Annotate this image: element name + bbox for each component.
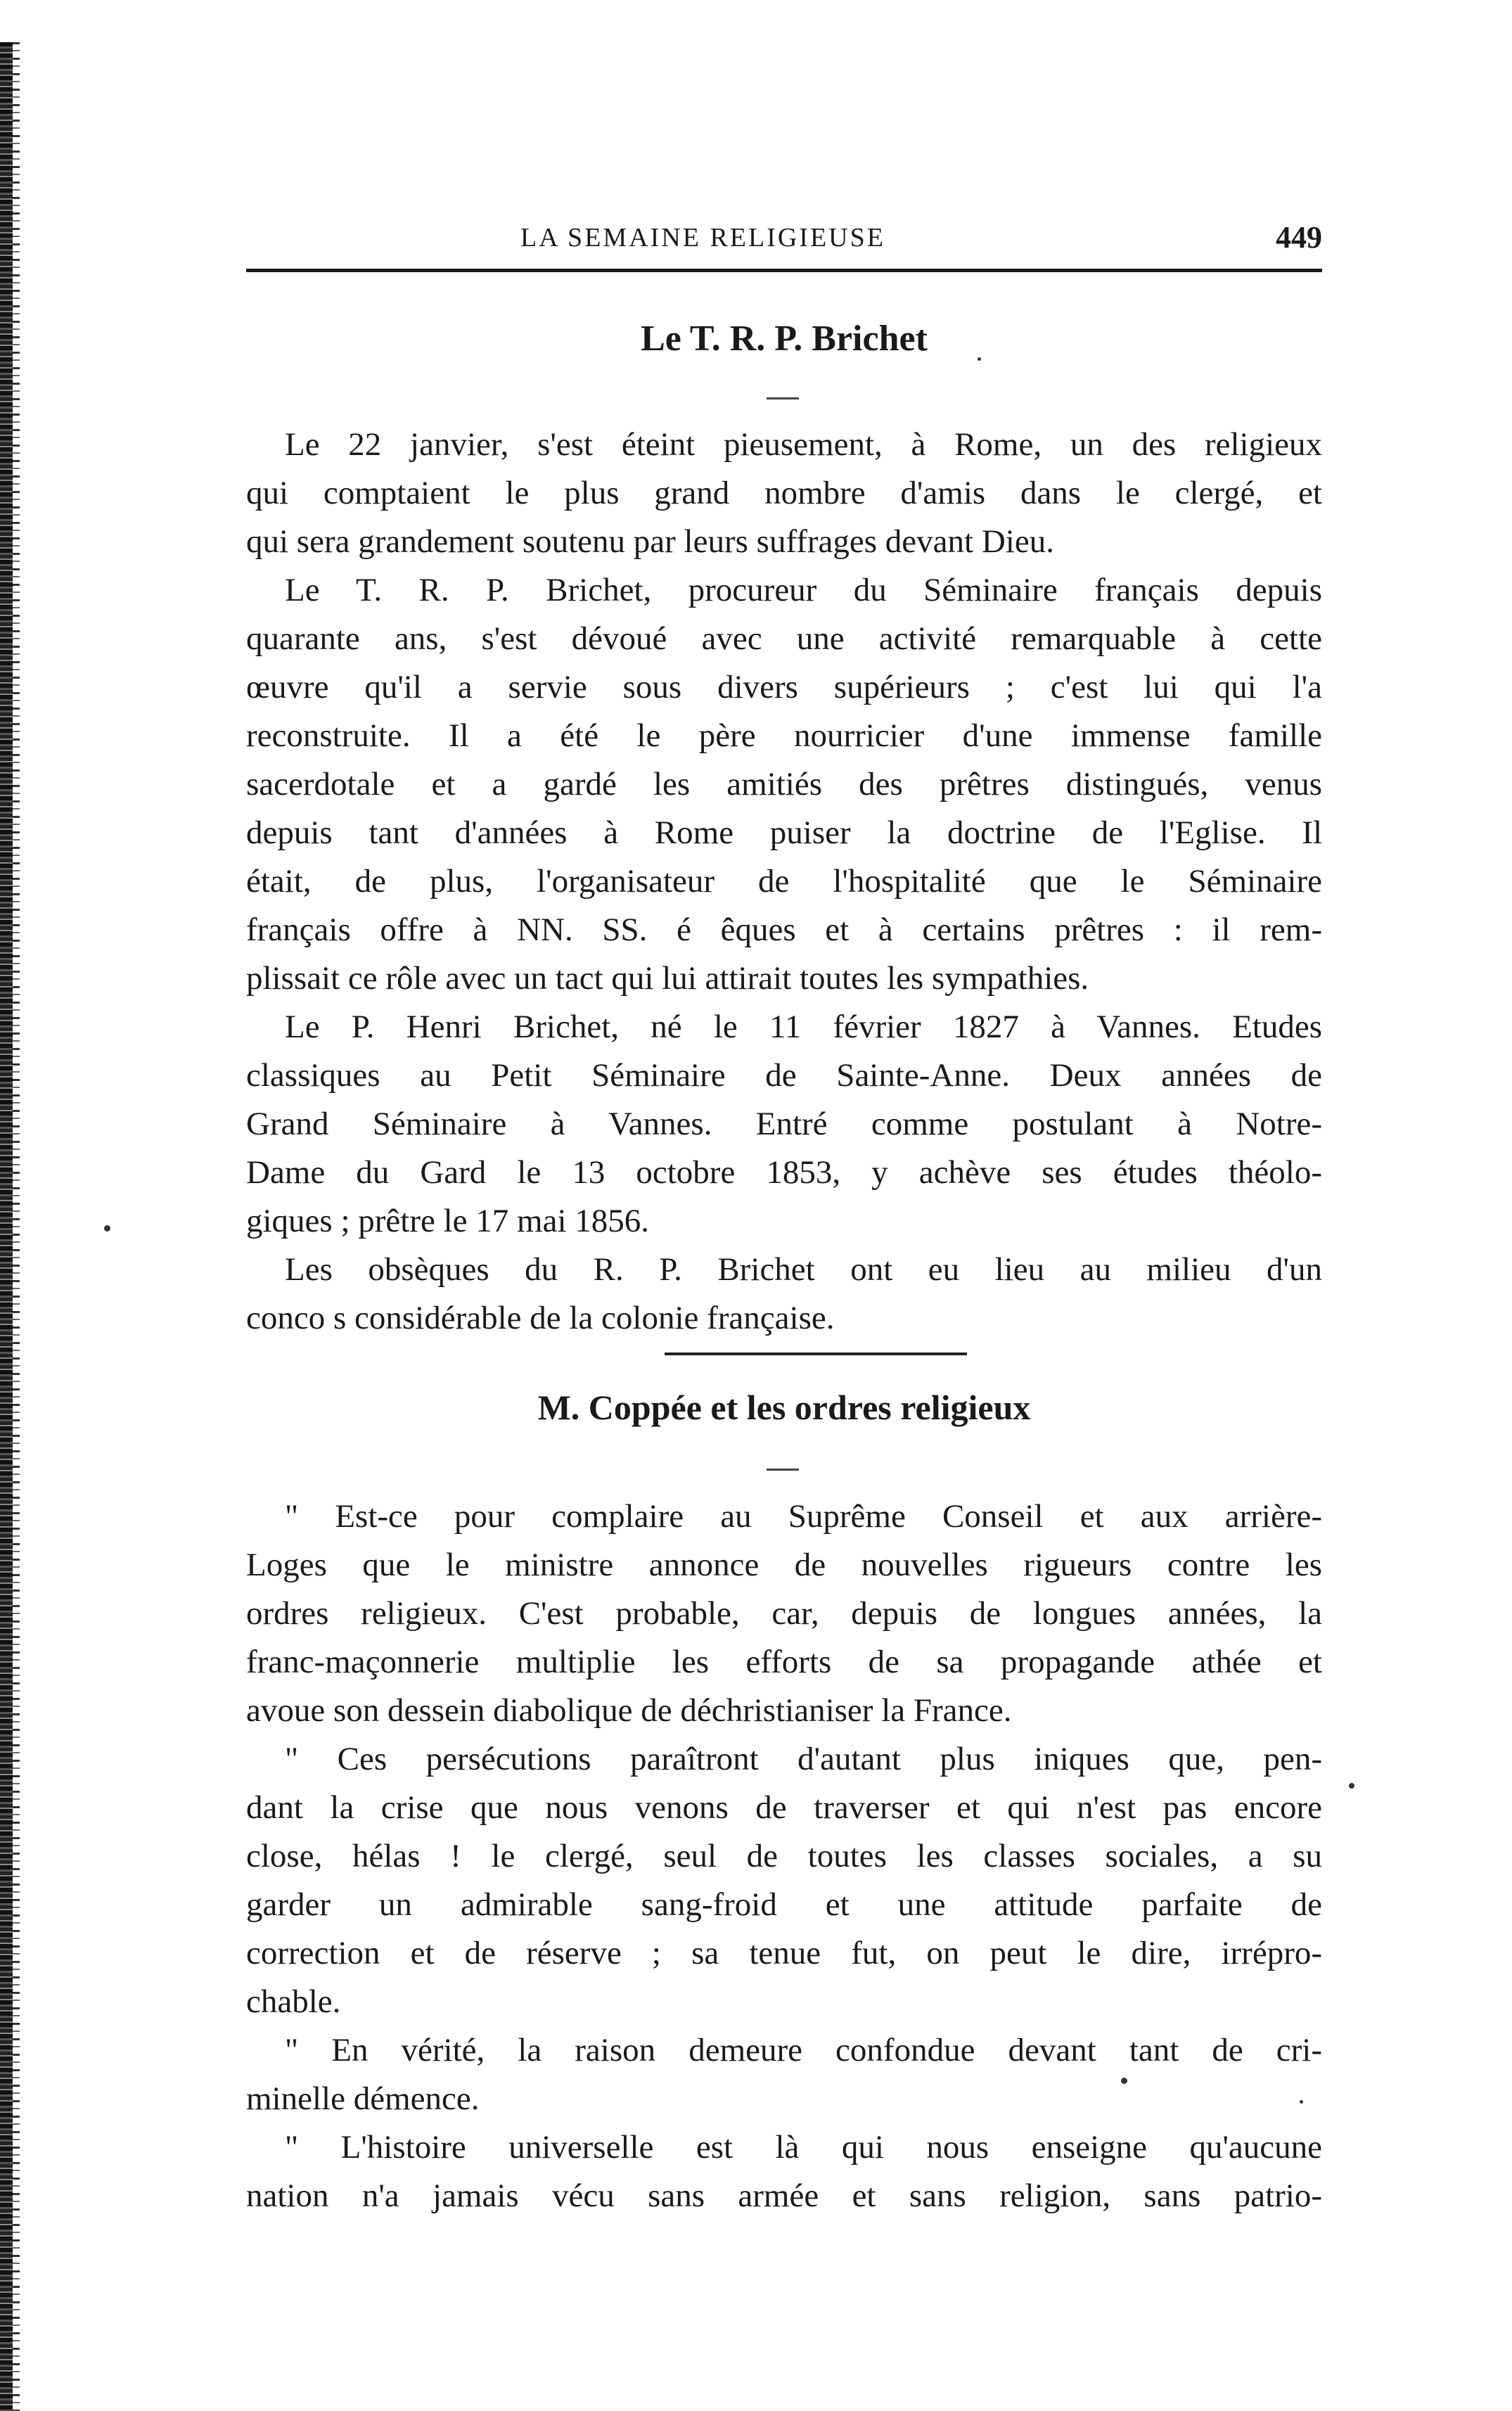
article-title-coppee: M. Coppée et les ordres religieux — [537, 1388, 1031, 1427]
section-divider — [665, 1352, 967, 1355]
text-line: sacerdotale et a gardé les amitiés des prêtres distingués, venus — [246, 766, 1322, 802]
title-dash — [767, 397, 799, 399]
article-body-brichet — [246, 421, 1322, 1343]
text-line: Les obsèques du R. P. Brichet ont eu lieu au milieu d'un — [285, 1251, 1322, 1288]
text-line: " Ces persécutions paraîtront d'autant plus iniques que, pen- — [285, 1741, 1322, 1777]
text-line: nation n'a jamais vécu sans armée et sans religion, sans patrio- — [246, 2177, 1322, 2214]
text-line: Le T. R. P. Brichet, procureur du Séminaire français depuis — [285, 572, 1322, 608]
text-line: " L'histoire universelle est là qui nous enseigne qu'aucune — [285, 2129, 1322, 2166]
text-line: qui sera grandement soutenu par leurs suffrages devant Dieu. — [246, 523, 1054, 560]
text-line: " Est-ce pour complaire au Suprême Conseil et aux arrière- — [285, 1498, 1322, 1535]
text-line: reconstruite. Il a été le père nourricier d'une immense famille — [246, 717, 1322, 754]
text-line: depuis tant d'années à Rome puiser la doctrine de l'Eglise. Il — [246, 814, 1322, 851]
text-line: quarante ans, s'est dévoué avec une activité remarquable à cette — [246, 620, 1322, 657]
title-dash — [767, 1469, 799, 1471]
article-body-coppee — [246, 1492, 1322, 2220]
text-line: ordres religieux. C'est probable, car, depuis de longues années, la — [246, 1595, 1322, 1632]
running-head — [246, 222, 1322, 264]
text-line: dant la crise que nous venons de traverser et qui n'est pas encore — [246, 1789, 1322, 1826]
scan-speck — [1300, 2100, 1303, 2104]
text-line: minelle démence. — [246, 2080, 480, 2117]
scan-speck — [1121, 2078, 1127, 2084]
text-line: était, de plus, l'organisateur de l'hospitalité que le Séminaire — [246, 863, 1322, 900]
article-title-brichet: Le T. R. P. Brichet — [641, 319, 928, 359]
page-number: 449 — [1276, 220, 1322, 255]
text-line: conco s considérable de la colonie française. — [246, 1300, 835, 1336]
text-line: Le P. Henri Brichet, né le 11 février 1827 à Vannes. Etudes — [285, 1009, 1322, 1045]
scan-speck — [978, 357, 981, 361]
header-rule — [246, 269, 1322, 272]
text-line: giques ; prêtre le 17 mai 1856. — [246, 1203, 649, 1239]
book-binding-edge — [0, 42, 13, 2411]
text-line: œuvre qu'il a servie sous divers supérieurs ; c'est lui qui l'a — [246, 669, 1322, 705]
text-line: " En vérité, la raison demeure confondue devant tant de cri- — [285, 2032, 1322, 2068]
book-binding-shadow — [13, 42, 20, 2411]
text-line: chable. — [246, 1983, 341, 2020]
text-line: avoue son dessein diabolique de déchristianiser la France. — [246, 1692, 1012, 1729]
text-line: Le 22 janvier, s'est éteint pieusement, à Rome, un des religieux — [285, 426, 1322, 463]
running-head-title: LA SEMAINE RELIGIEUSE — [520, 223, 885, 252]
text-line: close, hélas ! le clergé, seul de toutes les classes sociales, a su — [246, 1838, 1322, 1874]
scan-speck — [104, 1225, 110, 1232]
text-line: qui comptaient le plus grand nombre d'amis dans le clergé, et — [246, 475, 1322, 511]
text-line: classiques au Petit Séminaire de Sainte-Anne. Deux années de — [246, 1057, 1322, 1094]
text-line: plissait ce rôle avec un tact qui lui attirait toutes les sympathies. — [246, 960, 1089, 997]
text-line: Dame du Gard le 13 octobre 1853, y achève ses études théolo- — [246, 1154, 1322, 1191]
text-line: franc-maçonnerie multiplie les efforts de sa propagande athée et — [246, 1644, 1322, 1680]
text-line: correction et de réserve ; sa tenue fut, on peut le dire, irrépro- — [246, 1935, 1322, 1971]
scan-speck — [1349, 1783, 1354, 1789]
text-line: Grand Séminaire à Vannes. Entré comme postulant à Notre- — [246, 1106, 1322, 1142]
text-line: garder un admirable sang-froid et une attitude parfaite de — [246, 1886, 1322, 1923]
text-line: français offre à NN. SS. é êques et à certains prêtres : il rem- — [246, 912, 1322, 948]
text-line: Loges que le ministre annonce de nouvelles rigueurs contre les — [246, 1547, 1322, 1583]
